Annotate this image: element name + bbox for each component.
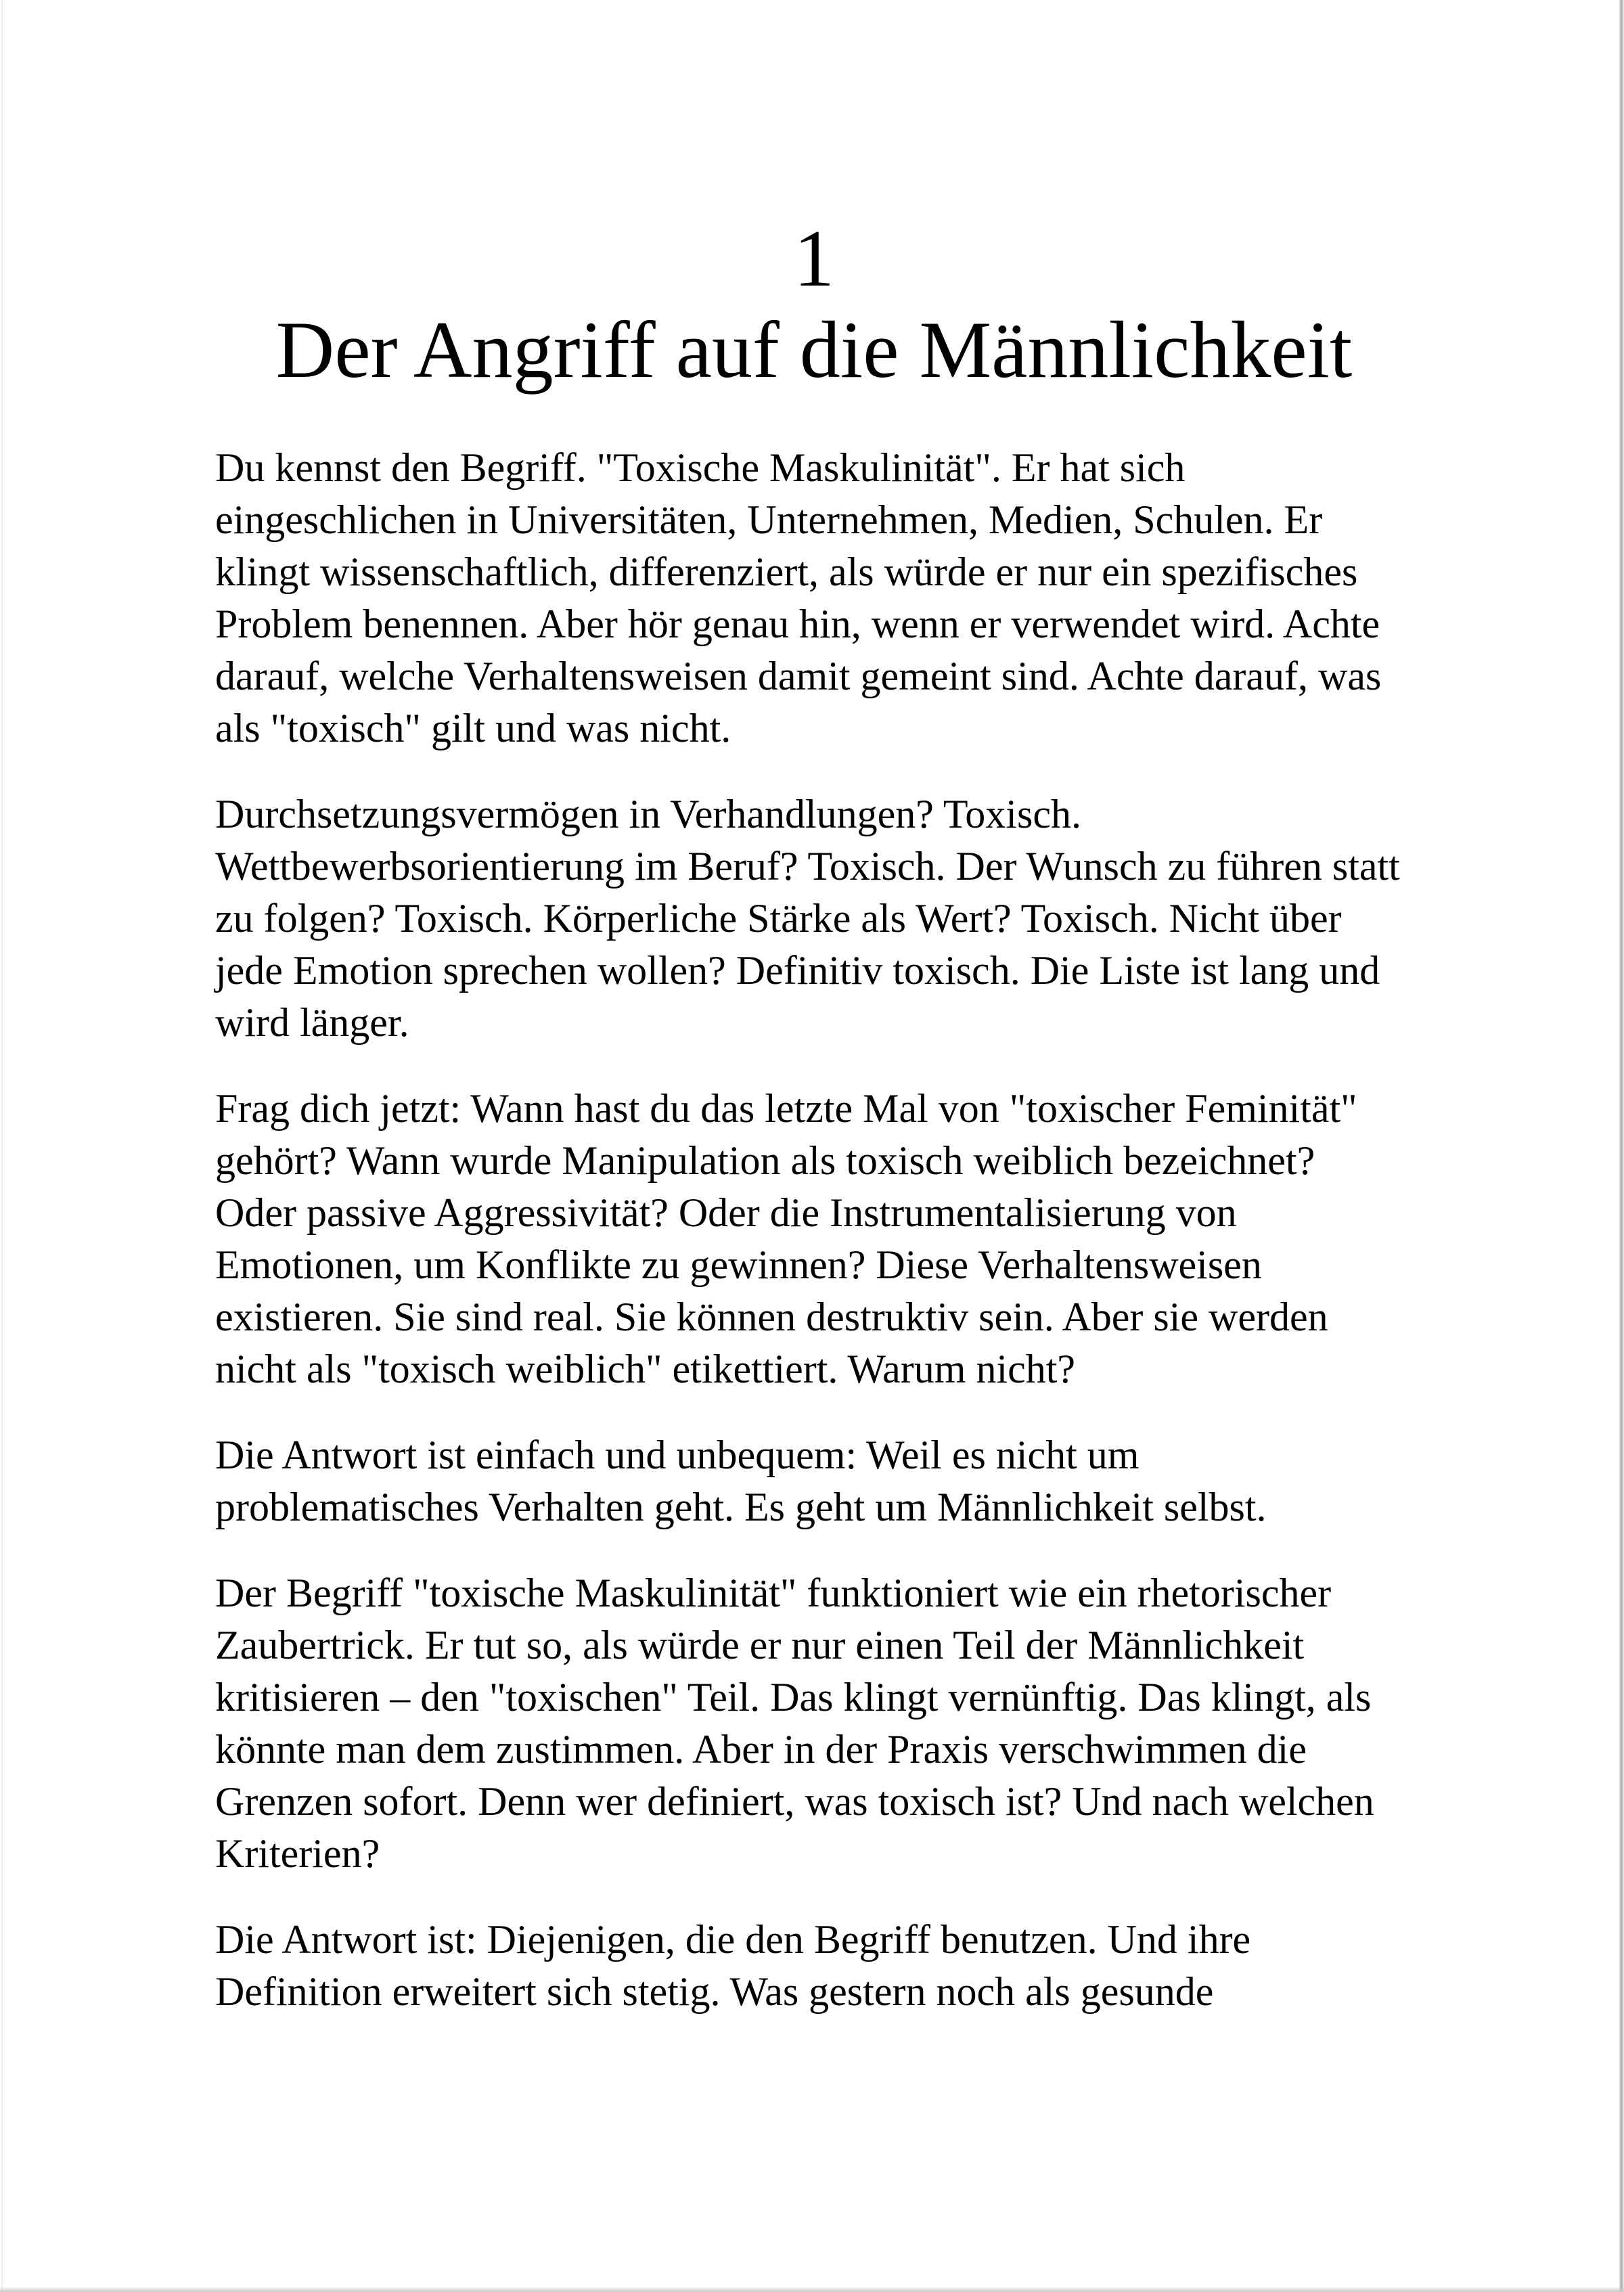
page-content (215, 0, 1413, 2052)
text-line: Du kennst den Begriff. "Toxische Maskulinität". Er hat sich (215, 445, 1186, 490)
text-line: Problem benennen. Aber hör genau hin, wenn er verwendet wird. Achte (215, 602, 1380, 646)
text-line: nicht als "toxisch weiblich" etikettiert. Warum nicht? (215, 1347, 1076, 1391)
text-line: kritisieren – den "toxischen" Teil. Das klingt vernünftig. Das klingt, als (215, 1675, 1372, 1720)
paragraph (215, 1914, 1413, 2018)
text-line: Emotionen, um Konflikte zu gewinnen? Diese Verhaltensweisen (215, 1242, 1262, 1287)
body-text (215, 442, 1413, 2018)
text-line: zu folgen? Toxisch. Körperliche Stärke als Wert? Toxisch. Nicht über (215, 896, 1342, 941)
paragraph (215, 1429, 1413, 1533)
text-line: existieren. Sie sind real. Sie können destruktiv sein. Aber sie werden (215, 1295, 1328, 1339)
chapter-title: Der Angriff auf die Männlichkeit (275, 305, 1353, 395)
paragraph (215, 442, 1413, 755)
text-line: Zaubertrick. Er tut so, als würde er nur einen Teil der Männlichkeit (215, 1623, 1305, 1667)
paragraph (215, 1083, 1413, 1395)
paragraph (215, 788, 1413, 1049)
text-line: Wettbewerbsorientierung im Beruf? Toxisch. Der Wunsch zu führen statt (215, 844, 1400, 889)
text-line: gehört? Wann wurde Manipulation als toxisch weiblich bezeichnet? (215, 1138, 1315, 1183)
text-line: Der Begriff "toxische Maskulinität" funktioniert wie ein rhetorischer (215, 1571, 1332, 1615)
page-edge-left (1, 0, 3, 2292)
text-line: Frag dich jetzt: Wann hast du das letzte Mal von "toxischer Feminität" (215, 1086, 1357, 1131)
page-edge-right (1619, 0, 1624, 2292)
text-line: als "toxisch" gilt und was nicht. (215, 706, 731, 750)
text-line: Oder passive Aggressivität? Oder die Instrumentalisierung von (215, 1190, 1237, 1235)
text-line: problematisches Verhalten geht. Es geht um Männlichkeit selbst. (215, 1485, 1267, 1529)
paragraph (215, 1567, 1413, 1880)
text-line: Durchsetzungsvermögen in Verhandlungen? Toxisch. (215, 792, 1081, 836)
page-edge-bottom (0, 2287, 1624, 2292)
chapter-number: 1 (794, 213, 834, 303)
text-line: Die Antwort ist einfach und unbequem: Weil es nicht um (215, 1433, 1140, 1477)
text-line: könnte man dem zustimmen. Aber in der Praxis verschwimmen die (215, 1727, 1307, 1772)
text-line: eingeschlichen in Universitäten, Unternehmen, Medien, Schulen. Er (215, 497, 1323, 542)
text-line: darauf, welche Verhaltensweisen damit gemeint sind. Achte darauf, was (215, 654, 1382, 698)
text-line: Definition erweitert sich stetig. Was gestern noch als gesunde (215, 1969, 1214, 2014)
text-line: klingt wissenschaftlich, differenziert, als würde er nur ein spezifisches (215, 549, 1358, 594)
text-line: wird länger. (215, 1000, 409, 1045)
text-line: Die Antwort ist: Diejenigen, die den Begriff benutzen. Und ihre (215, 1917, 1251, 1962)
text-line: jede Emotion sprechen wollen? Definitiv toxisch. Die Liste ist lang und (215, 948, 1380, 993)
text-line: Kriterien? (215, 1831, 380, 1876)
text-line: Grenzen sofort. Denn wer definiert, was toxisch ist? Und nach welchen (215, 1779, 1374, 1824)
